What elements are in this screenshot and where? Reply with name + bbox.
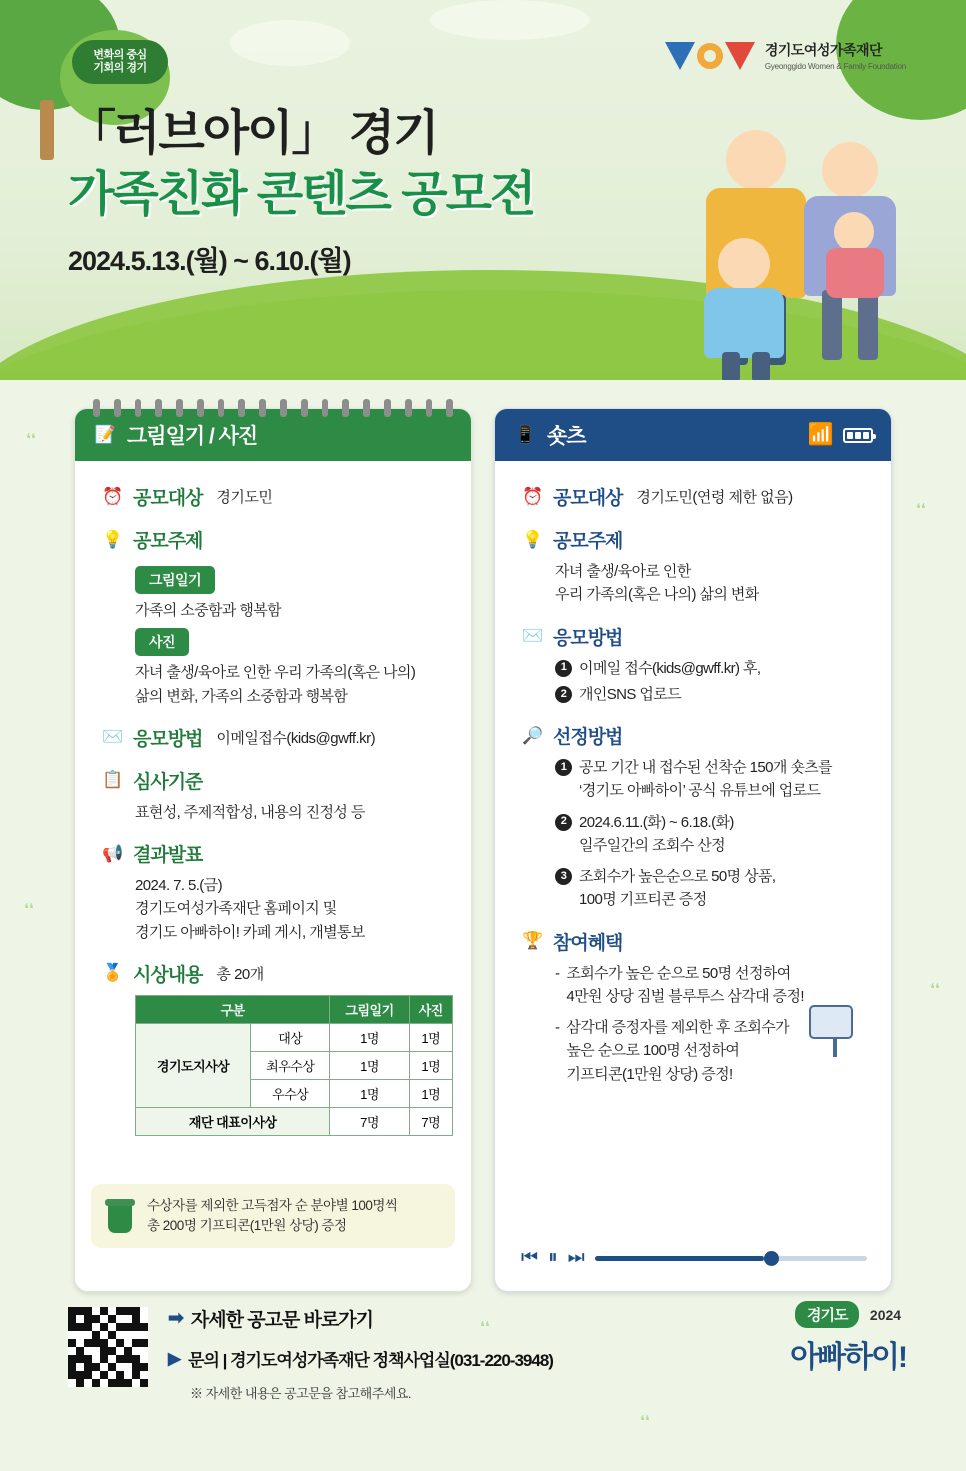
- cell-diary: 1명: [330, 1079, 409, 1107]
- card-right-title: 숏츠: [547, 425, 586, 448]
- triangle-right-icon: ▶: [168, 1348, 181, 1368]
- section-apply-value: 이메일접수(kids@gwff.kr): [216, 729, 376, 747]
- qr-code-image: [68, 1307, 148, 1387]
- cell-diary: 1명: [330, 1023, 409, 1051]
- battery-icon: [843, 428, 873, 443]
- selection-3-line-1: 조회수가 높은순으로 50명 상품,: [579, 868, 776, 885]
- decor-leaf: ❛❛: [480, 1319, 490, 1336]
- apply-item-text: 이메일 접수(kids@gwff.kr) 후,: [579, 659, 761, 677]
- section-result: [101, 840, 445, 944]
- title-line-1: 「러브아이」 경기: [68, 107, 438, 160]
- th-diary: 그림일기: [330, 995, 409, 1023]
- result-line-3: 경기도 아빠하이! 카페 게시, 개별통보: [135, 923, 365, 941]
- pencil-note-icon: 📝: [94, 425, 116, 444]
- section-target-shorts: [521, 483, 865, 510]
- apply-item: [521, 657, 865, 707]
- cell-photo: 7명: [409, 1107, 452, 1135]
- theme-photo-text-2: 삶의 변화, 가족의 소중함과 행복함: [135, 687, 348, 705]
- section-target-value: 경기도민(연령 제한 없음): [636, 489, 793, 506]
- logo-sub: Gyeonggido Women & Family Foundation: [764, 62, 906, 71]
- selection-1-line-1: 공모 기간 내 접수된 선착순 150개 숏츠를: [579, 759, 832, 776]
- cell-group-governor: 경기도지사상: [136, 1023, 251, 1107]
- badge-line-1: 변화의 중심: [93, 49, 147, 62]
- lightbulb-icon: 💡: [102, 529, 124, 549]
- section-criteria: [101, 767, 445, 824]
- section-theme: [101, 526, 445, 708]
- th-photo: 사진: [409, 995, 452, 1023]
- checklist-icon: 📋: [102, 770, 124, 790]
- dash-bullet: -: [555, 1019, 560, 1036]
- theme-pill-photo: 사진: [135, 628, 189, 656]
- list-number: 1: [555, 759, 572, 776]
- list-item: [555, 756, 865, 803]
- decor-leaf: ❛❛: [26, 431, 36, 448]
- section-target: [101, 483, 445, 510]
- cell-diary: 7명: [330, 1107, 409, 1135]
- alarm-icon: ⏰: [522, 486, 544, 506]
- brand-year: 2024: [869, 1307, 902, 1323]
- logo-name: 경기도여성가족재단: [764, 42, 883, 58]
- selection-3-line-2: 100명 기프티콘 증정: [579, 891, 707, 909]
- contact-line: [168, 1346, 553, 1371]
- footer-note: ※ 자세한 내용은 공고문을 참고해주세요.: [190, 1386, 411, 1401]
- foundation-logo: [665, 40, 906, 71]
- progress-slider[interactable]: [595, 1256, 867, 1261]
- poster-title-block: [68, 108, 534, 278]
- decor-trunk: [40, 100, 54, 160]
- section-theme-label: 공모주제: [133, 531, 203, 552]
- logo-mark-icon: [665, 42, 755, 70]
- video-player-controls[interactable]: [521, 1247, 867, 1269]
- next-button[interactable]: ⏭: [567, 1247, 585, 1268]
- brand-top-label: 경기도: [795, 1301, 859, 1328]
- table-row: [136, 1107, 453, 1135]
- section-apply-label: 응모방법: [553, 627, 623, 649]
- theme-pill-diary: 그림일기: [135, 566, 215, 594]
- pause-button[interactable]: ⏸: [548, 1247, 558, 1268]
- benefit-2-line-2: 높은 순으로 100명 선정하여: [566, 1042, 740, 1060]
- decor-leaf: ❛❛: [930, 981, 940, 998]
- section-prizes: [101, 960, 445, 1136]
- selection-2-line-2: 일주일간의 조회수 산정: [579, 836, 726, 854]
- appahi-brand-logo: [790, 1301, 906, 1376]
- benefit-1-line-1: 조회수가 높은 순으로 50명 선정하여: [566, 964, 791, 982]
- mail-icon: ✉️: [102, 727, 124, 747]
- header-banner: [0, 0, 966, 380]
- table-row: [136, 1023, 453, 1051]
- footer-links: [168, 1305, 553, 1402]
- section-apply: [101, 724, 445, 751]
- section-apply-shorts: [521, 623, 865, 707]
- title-line-2: 가족친화 콘텐츠 공모전: [68, 167, 535, 221]
- lightbulb-icon: 💡: [522, 529, 544, 549]
- theme-diary-text: 가족의 소중함과 행복함: [135, 602, 282, 619]
- gift-cup-icon: [105, 1199, 135, 1233]
- qr-code[interactable]: [68, 1307, 148, 1387]
- list-item: [555, 811, 865, 858]
- section-benefits-label: 참여혜택: [553, 932, 623, 954]
- list-number: 1: [555, 660, 572, 677]
- wifi-icon: 📶: [807, 423, 833, 446]
- extra-gift-note: [91, 1184, 455, 1249]
- note-line-1: 수상자를 제외한 고득점자 순 분야별 100명씩: [147, 1197, 398, 1213]
- alarm-icon: ⏰: [102, 486, 124, 506]
- dash-bullet: -: [555, 964, 560, 982]
- section-target-label: 공모대상: [133, 488, 203, 509]
- note-line-2: 총 200명 기프티콘(1만원 상당) 증정: [147, 1218, 347, 1233]
- theme-photo-text-1: 자녀 출생/육아로 인한 우리 가족의(혹은 나의): [135, 664, 416, 682]
- section-result-label: 결과발표: [133, 845, 203, 866]
- list-number: 2: [555, 686, 572, 703]
- badge-line-2: 기회의 경기: [93, 62, 147, 74]
- cell-photo: 1명: [409, 1079, 452, 1107]
- result-line-2: 경기도여성가족재단 홈페이지 및: [135, 900, 337, 918]
- brand-main-label: 아빠하이!: [790, 1341, 906, 1374]
- decor-leaf: ❛❛: [916, 501, 926, 518]
- phone-video-icon: 📱: [514, 425, 536, 444]
- contact-label: 문의 | 경기도여성가족재단 정책사업실(031-220-3948): [188, 1351, 553, 1370]
- submission-period: 2024.5.13.(월) ~ 6.10.(월): [68, 245, 351, 276]
- theme-line-1: 자녀 출생/육아로 인한: [555, 563, 691, 580]
- cell-name: 우수상: [251, 1079, 330, 1107]
- mail-icon: ✉️: [522, 626, 544, 645]
- benefit-2-line-3: 기프티콘(1만원 상당) 증정!: [566, 1065, 733, 1083]
- family-illustration: [626, 90, 926, 380]
- spiral-binding: [93, 399, 453, 417]
- table-header-row: [136, 995, 453, 1023]
- section-selection: [521, 722, 865, 912]
- cell-group-ceo: 재단 대표이사상: [136, 1107, 330, 1135]
- card-drawing-diary-photo: [74, 408, 472, 1292]
- apply-item-text: 개인SNS 업로드: [579, 685, 682, 703]
- section-prizes-total: 총 20개: [216, 965, 264, 983]
- magnifier-icon: 🔎: [522, 725, 544, 745]
- prev-button[interactable]: ⏮: [521, 1247, 539, 1268]
- card-right-header: [495, 409, 891, 461]
- section-theme-label: 공모주제: [553, 531, 623, 552]
- announcement-link-label: 자세한 공고문 바로가기: [190, 1310, 374, 1331]
- arrow-right-icon: ➡: [168, 1308, 183, 1329]
- cell-name: 최우수상: [251, 1051, 330, 1079]
- section-apply-label: 응모방법: [133, 728, 203, 750]
- section-criteria-label: 심사기준: [133, 771, 203, 793]
- benefit-1-line-2: 4만원 상당 짐벌 블루투스 삼각대 증정!: [566, 987, 804, 1005]
- decor-leaf: ❛❛: [24, 901, 34, 918]
- megaphone-icon: 📢: [102, 843, 124, 863]
- decor-leaf: ❛❛: [640, 1413, 650, 1430]
- section-target-label: 공모대상: [553, 488, 623, 509]
- decor-cloud: [430, 0, 590, 40]
- selection-1-line-2: ‘경기도 아빠하이’ 공식 유튜브에 업로드: [579, 782, 821, 800]
- decor-cloud: [230, 20, 350, 66]
- list-item: [555, 865, 865, 912]
- cell-photo: 1명: [409, 1051, 452, 1079]
- list-number: 2: [555, 814, 572, 831]
- list-number: 3: [555, 868, 572, 885]
- card-left-body: [75, 461, 471, 1170]
- list-item: [555, 962, 865, 1009]
- cell-name: 대상: [251, 1023, 330, 1051]
- card-left-title: 그림일기 / 사진: [127, 425, 258, 448]
- announcement-link[interactable]: [168, 1305, 553, 1332]
- cell-photo: 1명: [409, 1023, 452, 1051]
- section-prizes-label: 시상내용: [133, 964, 203, 986]
- section-target-value: 경기도민: [216, 489, 273, 506]
- theme-line-2: 우리 가족의(혹은 나의) 삶의 변화: [555, 586, 759, 604]
- section-criteria-value: 표현성, 주제적합성, 내용의 진정성 등: [135, 803, 365, 821]
- th-category: 구분: [136, 995, 330, 1023]
- prize-table: [135, 995, 453, 1136]
- cell-diary: 1명: [330, 1051, 409, 1079]
- trophy-icon: 🏅: [102, 963, 124, 983]
- badge-gyeonggi-slogan: [72, 40, 168, 84]
- hand-trophy-icon: 🏆: [522, 931, 544, 950]
- benefit-2-line-1: 삼각대 증정자를 제외한 후 조회수가: [566, 1019, 790, 1036]
- section-selection-label: 선정방법: [553, 727, 623, 748]
- tripod-gift-icon: [809, 1005, 861, 1057]
- section-theme-shorts: [521, 526, 865, 607]
- result-line-1: 2024. 7. 5.(금): [135, 877, 222, 894]
- card-shorts: [494, 408, 892, 1292]
- selection-2-line-1: 2024.6.11.(화) ~ 6.18.(화): [579, 813, 734, 831]
